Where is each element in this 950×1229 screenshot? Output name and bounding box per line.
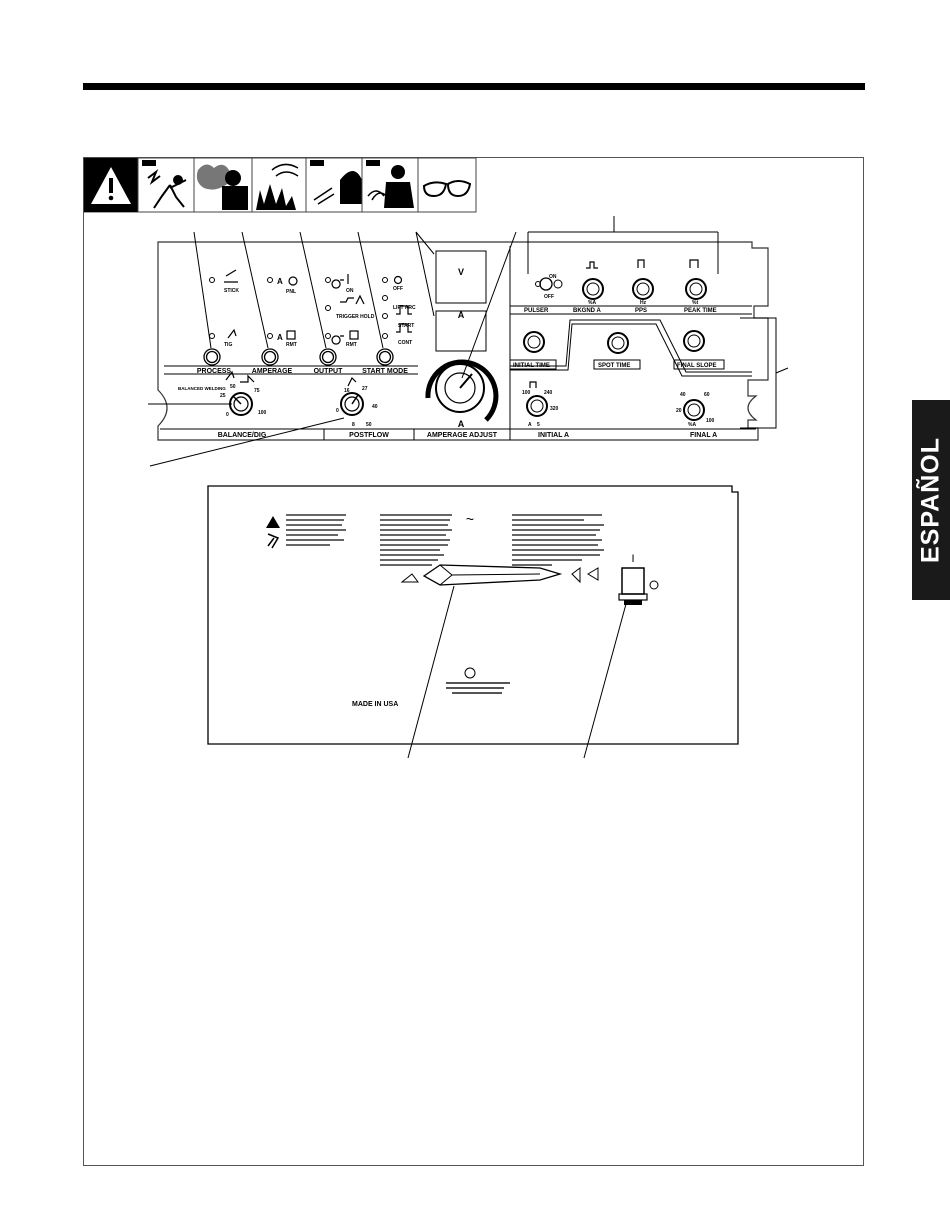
final-a-tick-60: 60 — [704, 392, 710, 398]
spot-time-label: SPOT TIME — [598, 363, 631, 369]
made-in-usa-label: MADE IN USA — [352, 701, 399, 708]
bkgnd-knob[interactable] — [583, 279, 603, 299]
final-a-tick-100: 100 — [706, 418, 715, 424]
balance-dig-label: BALANCE/DIG — [217, 432, 267, 439]
off-label: OFF — [393, 286, 403, 292]
safety-glasses-icon — [424, 181, 470, 196]
postflow-label: POSTFLOW — [349, 432, 389, 439]
lift-arc-label: LIFT ARC — [393, 305, 416, 311]
trigger-hold-led — [326, 306, 331, 311]
svg-text:75: 75 — [254, 388, 260, 394]
postflow-tick-27: 27 — [362, 386, 368, 392]
postflow-knob[interactable] — [341, 393, 363, 415]
svg-text:100: 100 — [258, 410, 267, 416]
postflow-tick-40: 40 — [372, 404, 378, 410]
bkgnd-unit: %A — [588, 300, 597, 306]
output-on-led — [326, 278, 331, 283]
switch-on-mark: I — [631, 553, 635, 565]
warning-strip — [84, 158, 476, 212]
cont-label: CONT — [398, 340, 413, 346]
peak-time-knob[interactable] — [686, 279, 706, 299]
initial-time-label: INITIAL TIME — [513, 363, 550, 369]
rear-label-icon — [465, 668, 475, 678]
rmt-out-label: RMT — [346, 342, 357, 348]
peak-time-unit: %t — [692, 300, 699, 306]
initial-a-unit: A — [528, 422, 532, 428]
lift-arc-led — [383, 296, 388, 301]
start-label: START — [398, 323, 415, 329]
start-off-led — [383, 278, 388, 283]
tig-led — [210, 334, 215, 339]
amp-meter-label: A — [457, 310, 465, 320]
front-panel — [148, 216, 788, 466]
amperage-adjust-knob[interactable] — [428, 362, 496, 420]
amperage-adjust-label: AMPERAGE ADJUST — [426, 432, 498, 439]
pps-unit: Hz — [640, 300, 647, 306]
postflow-tick-0: 0 — [336, 408, 339, 414]
amperage-adjust-unit: A — [457, 419, 465, 429]
initial-a-knob[interactable] — [527, 396, 547, 416]
initial-a-tick-5: 5 — [537, 422, 540, 428]
final-a-unit: %A — [688, 422, 697, 428]
power-switch[interactable] — [619, 568, 658, 605]
initial-a-tick-320: 320 — [550, 406, 559, 412]
on-label: ON — [346, 288, 354, 294]
remote-receptacle — [402, 565, 598, 585]
svg-text:50: 50 — [230, 384, 236, 390]
process-label: PROCESS — [196, 368, 232, 375]
stick-label: STICK — [224, 288, 239, 294]
final-slope-label: FINAL SLOPE — [677, 363, 717, 369]
postflow-tick-16: 16 — [344, 388, 350, 394]
trigger-hold-label: TRIGGER HOLD — [336, 314, 375, 320]
svg-text:0: 0 — [226, 412, 229, 418]
final-slope-knob[interactable] — [684, 331, 704, 351]
language-tab-label: ESPAÑOL — [916, 437, 945, 563]
postflow-tick-50: 50 — [366, 422, 372, 428]
rear-warning-triangle-icon — [266, 516, 280, 528]
svg-text:25: 25 — [220, 393, 226, 399]
pulser-on-label: ON — [549, 274, 557, 280]
tig-label: TIG — [224, 342, 233, 348]
electric-shock-icon — [138, 158, 186, 212]
pnl-label: PNL — [286, 289, 296, 295]
amperage-label: AMPERAGE — [251, 368, 293, 375]
initial-time-knob[interactable] — [524, 332, 544, 352]
initial-a-label: INITIAL A — [538, 432, 570, 439]
hf-cont-led — [383, 334, 388, 339]
stick-led — [210, 278, 215, 283]
svg-text:A: A — [277, 277, 283, 286]
final-a-knob[interactable] — [684, 400, 704, 420]
ac-symbol: ~ — [465, 511, 475, 527]
peak-time-label: PEAK TIME — [684, 308, 717, 314]
spot-time-knob[interactable] — [608, 333, 628, 353]
start-mode-label: START MODE — [362, 368, 408, 375]
pulser-off-label: OFF — [544, 294, 554, 300]
final-a-tick-20: 20 — [676, 408, 682, 414]
rear-panel — [208, 486, 738, 758]
noise-icon — [366, 158, 418, 212]
pps-knob[interactable] — [633, 279, 653, 299]
explosion-icon — [256, 158, 306, 212]
rmt-amp-label: RMT — [286, 342, 297, 348]
postflow-tick-8: 8 — [352, 422, 355, 428]
bkgnd-label: BKGND A — [573, 308, 601, 314]
balanced-welding-label: BALANCED WELDING — [178, 386, 226, 391]
output-label: OUTPUT — [313, 368, 343, 375]
balance-dig-knob[interactable] — [230, 393, 252, 415]
arc-rays-icon — [310, 158, 362, 212]
final-a-tick-40: 40 — [680, 392, 686, 398]
remote-output-led — [326, 334, 331, 339]
final-a-label: FINAL A — [690, 432, 718, 439]
initial-a-tick-100: 100 — [522, 390, 531, 396]
voltmeter-display — [436, 251, 486, 303]
initial-a-tick-240: 240 — [544, 390, 553, 396]
fumes-icon — [194, 158, 252, 212]
volt-meter-label: V — [457, 267, 465, 277]
remote-amp-led — [268, 334, 273, 339]
pps-label: PPS — [635, 308, 648, 314]
panel-led — [268, 278, 273, 283]
hf-start-led — [383, 314, 388, 319]
svg-text:A: A — [277, 333, 283, 342]
pulser-label: PULSER — [524, 308, 549, 314]
